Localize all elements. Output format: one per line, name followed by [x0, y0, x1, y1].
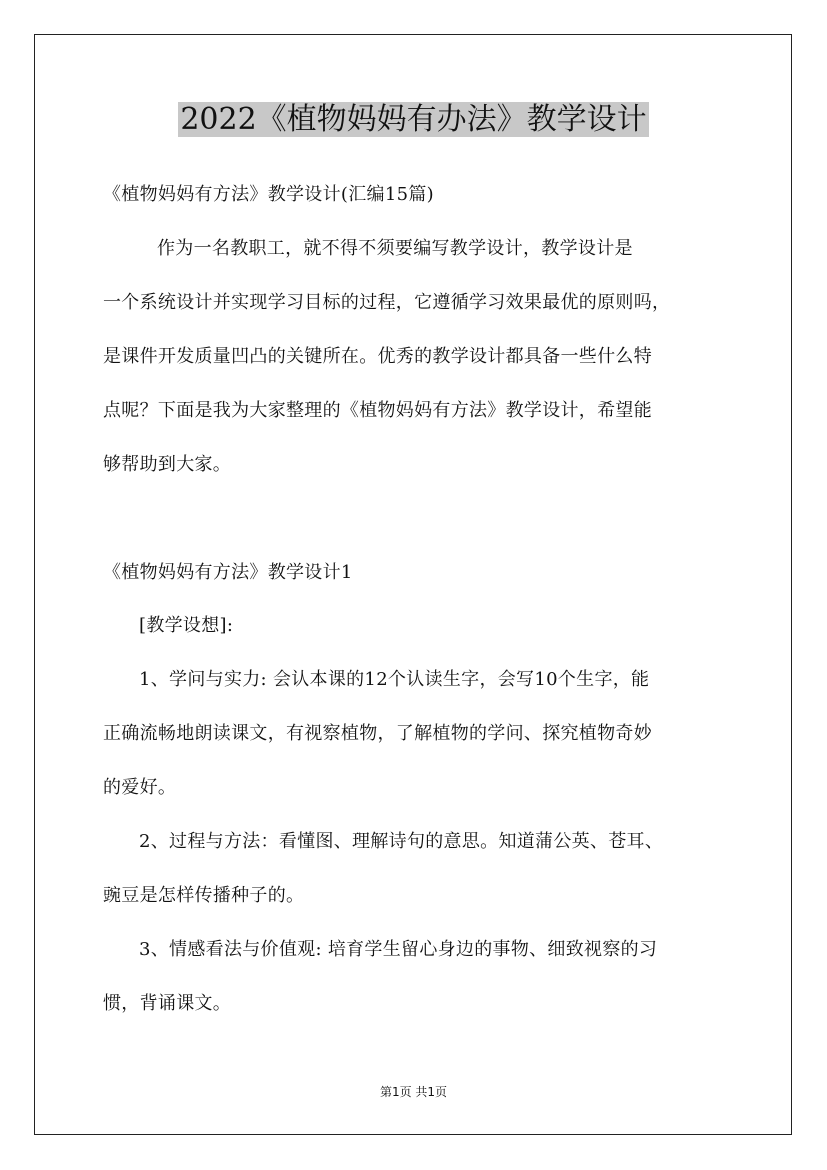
- item2-line-1: 2、过程与方法：看懂图、理解诗句的意思。知道蒲公英、苍耳、: [139, 831, 664, 852]
- document-title: 2022《植物妈妈有办法》教学设计: [180, 102, 647, 137]
- intro-line-4: 点呢？下面是我为大家整理的《植物妈妈有方法》教学设计，希望能: [103, 400, 652, 421]
- item1-line-2: 正确流畅地朗读课文，有视察植物，了解植物的学问、探究植物奇妙: [103, 723, 652, 744]
- item1-line-3: 的爱好。: [103, 777, 177, 798]
- item3-line-2: 惯，背诵课文。: [103, 993, 232, 1014]
- item1-line-1: 1、学问与实力: 会认本课的12个认读生字，会写10个生字，能: [139, 669, 650, 690]
- intro-line-3: 是课件开发质量凹凸的关键所在。优秀的教学设计都具备一些什么特: [103, 346, 652, 367]
- item3-line-1: 3、情感看法与价值观: 培育学生留心身边的事物、细致视察的习: [139, 939, 658, 960]
- intro-line-1: 作为一名教职工，就不得不须要编写教学设计，教学设计是: [157, 238, 633, 259]
- intro-line-2: 一个系统设计并实现学习目标的过程，它遵循学习效果最优的原则吗，: [103, 292, 671, 313]
- teaching-idea-label: [教学设想]:: [139, 615, 234, 636]
- section-heading: 《植物妈妈有方法》教学设计1: [103, 562, 353, 583]
- page-footer: 第1页 共1页: [379, 1085, 448, 1099]
- intro-line-5: 够帮助到大家。: [103, 454, 232, 475]
- document-subtitle: 《植物妈妈有方法》教学设计(汇编15篇): [103, 184, 434, 205]
- item2-line-2: 豌豆是怎样传播种子的。: [103, 885, 305, 906]
